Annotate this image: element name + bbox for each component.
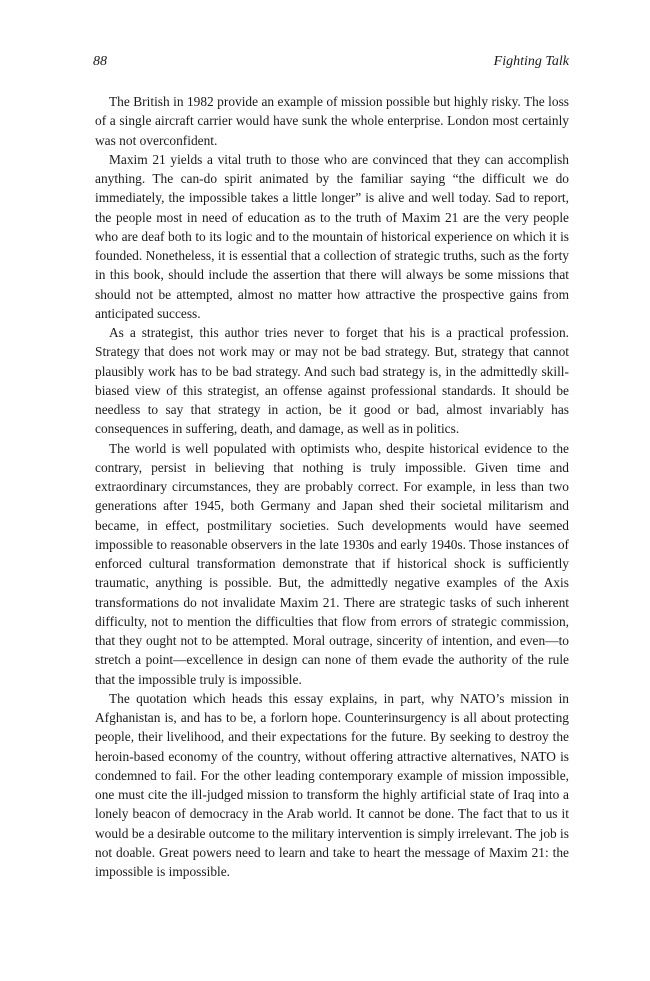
running-header	[93, 51, 569, 73]
paragraph: The world is well populated with optimists who, despite historical evidence to the contrary, persist in believing that nothing is truly impossible. Given time and extraordinary circumstances, they are probably correct. For example, in less than two generations after 1945, both Germany and Japan shed their societal militarism and became, in effect, postmilitary societies. Such developments would have seemed impossible to reasonable observers in the late 1930s and early 1940s. Those instances of enforced cultural transformation demonstrate that if historical shock is sufficiently traumatic, anything is possible. But, the admittedly negative examples of the Axis transformations do not invalidate Maxim 21. There are strategic tasks of such inherent difficulty, not to mention the difficulties that flow from errors of strategic commission, that they ought not to be attempted. Moral outrage, sincerity of intention, and even—to stretch a point—excellence in design can none of them evade the authority of the rule that the impossible truly is impossible.	[95, 440, 569, 687]
paragraph: As a strategist, this author tries never to forget that his is a practical profession. Strategy that does not work may or may not be bad strategy. But, strategy that cannot plausibly work has to be bad strategy. And such bad strategy is, in the admittedly skill-biased view of this strategist, an offense against professional standards. It should be needless to say that strategy in action, be it good or bad, almost invariably has consequences in suffering, death, and damage, as well as in politics.	[95, 325, 569, 437]
body-text	[95, 92, 569, 881]
paragraph: Maxim 21 yields a vital truth to those who are convinced that they can accomplish anything. The can-do spirit animated by the familiar saying “the difficult we do immediately, the impossible takes a little longer” is alive and well today. Sad to report, the people most in need of education as to the truth of Maxim 21 are the very people who are deaf both to its logic and to the mountain of historical experience on which it is founded. Nonetheless, it is essential that a collection of strategic truths, such as the forty in this book, should include the assertion that there will always be some missions that should not be attempted, almost no matter how attractive the prospective gains from anticipated success.	[95, 151, 569, 321]
paragraph: The British in 1982 provide an example of mission possible but highly risky. The loss of a single aircraft carrier would have sunk the whole enterprise. London most certainly was not overconfident.	[95, 94, 569, 148]
page-number: 88	[93, 54, 107, 69]
paragraph: The quotation which heads this essay explains, in part, why NATO’s mission in Afghanistan is, and has to be, a forlorn hope. Counterinsurgency is all about protecting people, their livelihood, and their expectations for the future. By seeking to destroy the heroin-based economy of the country, without offering attractive alternatives, NATO is condemned to fail. For the other leading contemporary example of mission impossible, one must cite the ill-judged mission to transform the highly artificial state of Iraq into a lonely beacon of democracy in the Arab world. It cannot be done. The fact that to us it would be a desirable outcome to the military intervention is simply irrelevant. The job is not doable. Great powers need to learn and take to heart the message of Maxim 21: the impossible is impossible.	[95, 690, 569, 879]
running-title: Fighting Talk	[493, 54, 569, 69]
